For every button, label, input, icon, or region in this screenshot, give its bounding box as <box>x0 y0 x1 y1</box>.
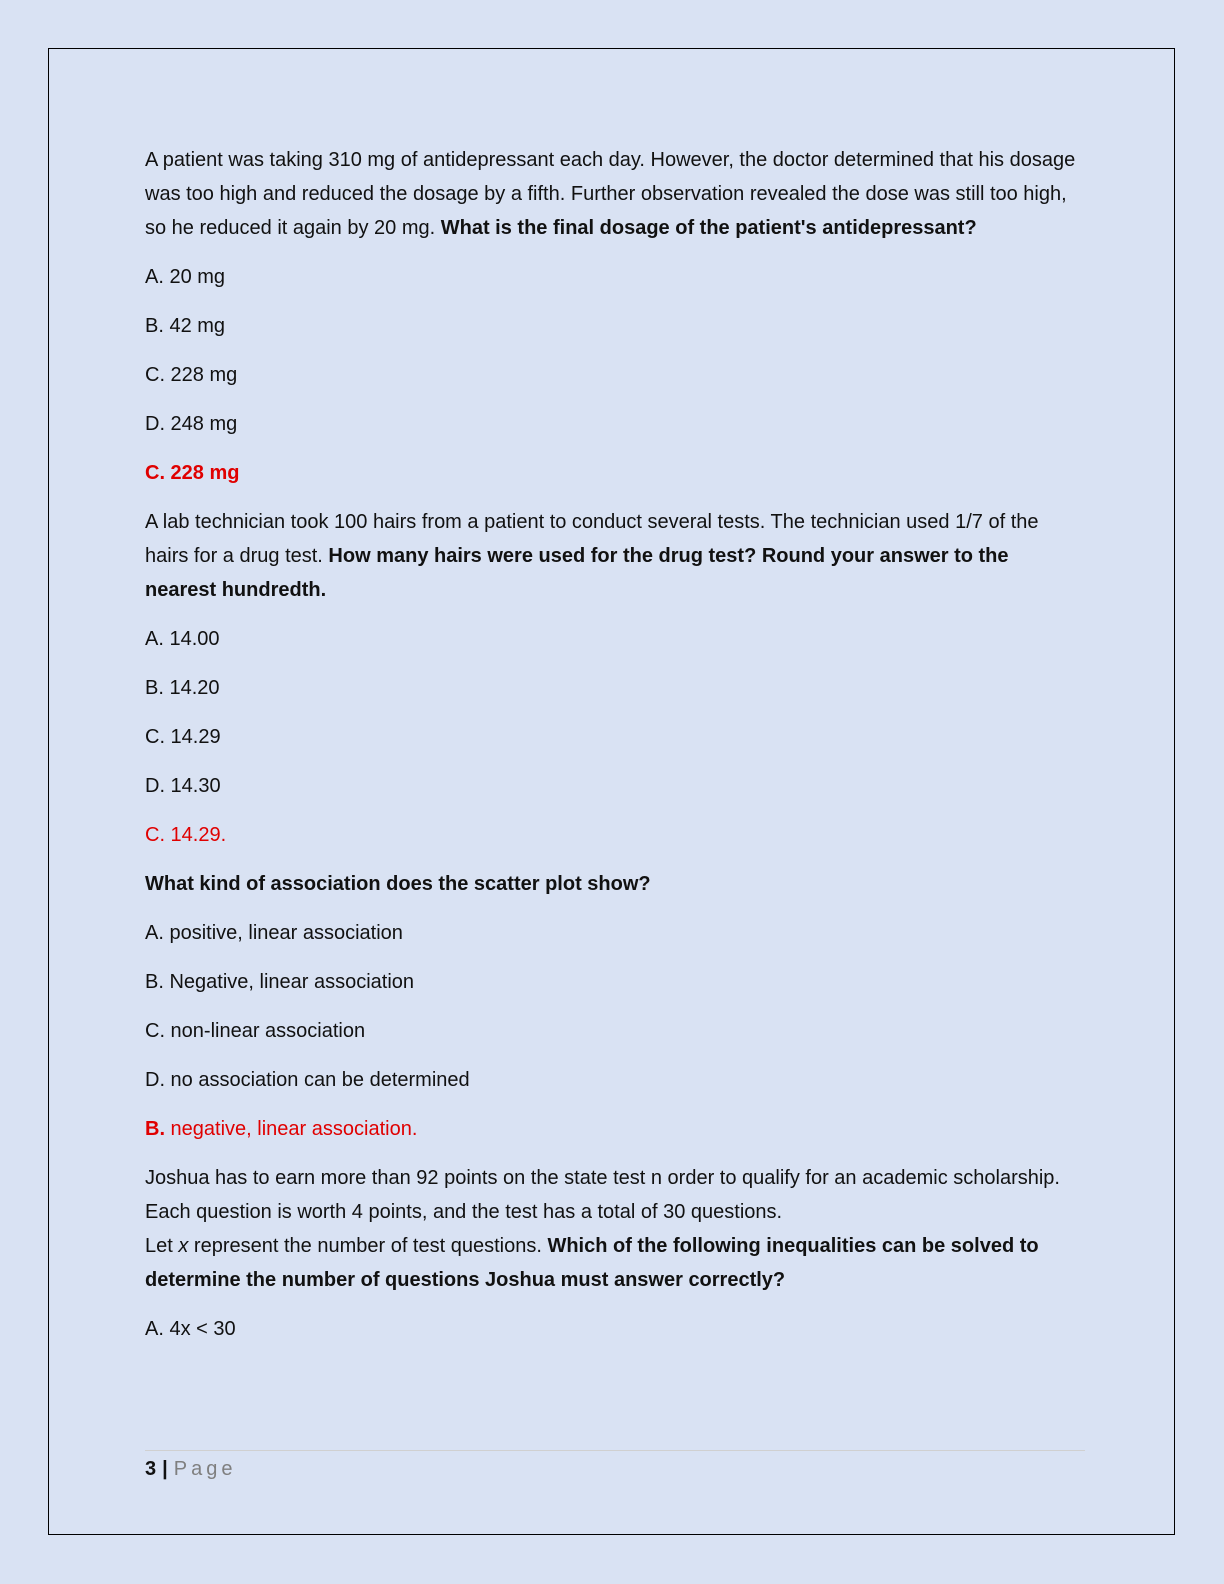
question-1 <box>145 143 1085 490</box>
question-1-option-d: D. 248 mg <box>145 413 238 435</box>
question-3-option-a: A. positive, linear association <box>145 922 403 944</box>
question-1-answer: C. 228 mg <box>145 462 240 484</box>
question-2-option-c: C. 14.29 <box>145 726 221 748</box>
question-3 <box>145 867 1085 1146</box>
document-body <box>145 143 1085 1361</box>
question-2-option-a: A. 14.00 <box>145 628 220 650</box>
question-3-option-b: B. Negative, linear association <box>145 971 415 993</box>
footer-separator: | <box>162 1458 168 1480</box>
page-label: Page <box>173 1458 237 1480</box>
question-3-text: What kind of association does the scatter plot show? <box>145 873 651 895</box>
question-3-answer: B. negative, linear association. <box>145 1118 418 1140</box>
question-1-text: A patient was taking 310 mg of antidepressant each day. However, the doctor determined that his dosage was too high and reduced the dosage by a fifth. Further observation revealed the dose was still too high, so he reduced it again by 20 mg. What is the final dosage of the patient's antidepressant? <box>145 149 1076 239</box>
question-1-option-c: C. 228 mg <box>145 364 238 386</box>
question-3-option-c: C. non-linear association <box>145 1020 366 1042</box>
question-4-option-a: A. 4x < 30 <box>145 1318 236 1340</box>
footer-divider <box>145 1450 1085 1451</box>
question-2 <box>145 505 1085 852</box>
question-2-option-b: B. 14.20 <box>145 677 220 699</box>
question-4-text: Joshua has to earn more than 92 points on the state test n order to qualify for an academic scholarship. Each question is worth 4 points, and the test has a total of 30 questions. Let x represent the number of test questions. Which of the following inequalities can be solved to determine the number of questions Joshua must answer correctly? <box>145 1167 1060 1291</box>
page-footer <box>145 1455 236 1483</box>
question-2-answer: C. 14.29. <box>145 824 227 846</box>
question-2-option-d: D. 14.30 <box>145 775 221 797</box>
question-1-option-b: B. 42 mg <box>145 315 226 337</box>
question-4 <box>145 1161 1085 1346</box>
question-3-option-d: D. no association can be determined <box>145 1069 470 1091</box>
question-1-option-a: A. 20 mg <box>145 266 226 288</box>
question-2-text: A lab technician took 100 hairs from a patient to conduct several tests. The technician used 1/7 of the hairs for a drug test. How many hairs were used for the drug test? Round your answer to the nearest hundredth. <box>145 511 1039 601</box>
page-number: 3 <box>145 1458 157 1480</box>
